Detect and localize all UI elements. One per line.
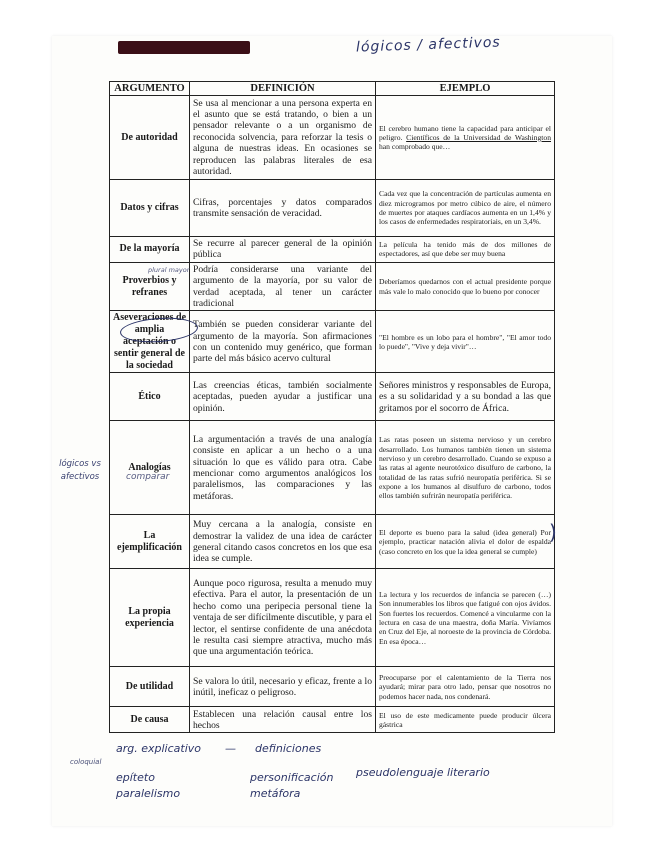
header-definicion: DEFINICIÓN xyxy=(190,82,376,96)
handwritten-list-item: paralelismo xyxy=(116,787,181,800)
handwritten-dash: — xyxy=(225,742,236,755)
handwritten-list-item: personificación xyxy=(250,771,334,784)
argument-cell: De la mayoría xyxy=(110,237,190,263)
table-row xyxy=(110,707,555,733)
example-text: El cerebro humano tiene la capacidad para anticipar el peligro. xyxy=(379,123,551,142)
example-cell: "El hombre es un lobo para el hombre", "El amor todo lo puede", "Vive y deja vivir"… xyxy=(376,311,555,373)
header-argumento: ARGUMENTO xyxy=(110,82,190,96)
example-cell: Cada vez que la concentración de partículas aumenta en diez microgramos por metro cúbico de aire, el número de muertes por ataques cardíacos aumenta en un 1,4% y los casos de enfermedades respiratoriais, en un 3,4%. xyxy=(376,180,555,237)
example-underlined-citation: Científicos de la Universidad de Washington xyxy=(406,132,551,142)
definition-cell: Se valora lo útil, necesario y eficaz, frente a lo inútil, ineficaz o peligroso. xyxy=(190,667,376,707)
argument-cell: Datos y cifras xyxy=(110,180,190,237)
definition-cell: Muy cercana a la analogía, consiste en demostrar la validez de una idea de carácter general citando casos concretos en los que esa idea se cumple. xyxy=(190,515,376,569)
example-cell: El uso de este medicamente puede producir úlcera gástrica xyxy=(376,707,555,733)
definition-cell: También se pueden considerar variante del argumento de la mayoría. Son afirmaciones con un contenido muy genérico, que forman parte del más básico acervo cultural xyxy=(190,311,376,373)
table-row xyxy=(110,180,555,237)
argument-cell: De causa xyxy=(110,707,190,733)
handwritten-header-note: lógicos / afectivos xyxy=(355,34,501,56)
definition-cell: Aunque poco rigurosa, resulta a menudo muy efectiva. Para el autor, la presentación de un hecho como una peripecia personal tiene la ventaja de ser difícilmente discutible, y para el lector, el sentirse confidente de una anécdota le resulta casi siempre atractiva, mucho más que una argumentación teórica. xyxy=(190,569,376,667)
definition-cell: Se usa al mencionar a una persona experta en el asunto que se está tratando, o bien a un pensador relevante o a un organismo de reconocida solvencia, para reforzar la tesis o alguna de nuestras ideas. En ocasiones se reproducen las palabras literales de esa autoridad. xyxy=(190,96,376,180)
handwritten-list-b xyxy=(250,770,333,802)
example-cell: Preocuparse por el calentamiento de la Tierra nos ayudará; mirar para otro lado, pensar que nosotros no podemos hacer nada, nos condenará. xyxy=(376,667,555,707)
example-cell: La lectura y los recuerdos de infancia se parecen (…) Son innumerables los libros que fatigué con ojos ávidos. Son fuertes los recuerdos. Comencé a vincularme con la lectura en casa de una maestra, doña María. Vivíamos en Cruz del Eje, al noroeste de la provincia de Córdoba. En esa época… xyxy=(376,569,555,667)
argument-cell: La ejemplificación xyxy=(110,515,190,569)
table-row xyxy=(110,373,555,421)
example-text: han comprobado que… xyxy=(379,142,451,152)
definition-cell: La argumentación a través de una analogía consiste en aplicar a un hecho o a una situación lo que es válido para otra. Cabe mencionar como argumentos analógicos los paralelismos, las comparaciones y las metáforas. xyxy=(190,421,376,515)
argument-cell: Proverbios y refranes xyxy=(110,262,190,311)
handwritten-bottom-note: pseudolenguaje literario xyxy=(356,766,490,779)
definition-cell: Podría considerarse una variante del argumento de la mayoría, por su valor de verdad aceptada, al tener un carácter tradicional xyxy=(190,262,376,311)
handwritten-comparar-note: comparar xyxy=(126,472,170,482)
example-cell xyxy=(376,96,555,180)
definition-cell: Las creencias éticas, también socialmente aceptadas, pueden ayudar a justificar una opinión. xyxy=(190,373,376,421)
handwritten-list-item: metáfora xyxy=(250,787,301,800)
table-row xyxy=(110,237,555,263)
redacted-name-bar xyxy=(118,41,250,54)
handwritten-bracket-mark: ) xyxy=(549,520,557,544)
example-cell: Deberíamos quedarnos con el actual presidente porque más vale lo malo conocido que lo bueno por conocer xyxy=(376,262,555,311)
definition-cell: Cifras, porcentajes y datos comparados transmite sensación de veracidad. xyxy=(190,180,376,237)
table-row xyxy=(110,569,555,667)
example-cell: La película ha tenido más de dos millones de espectadores, así que debe ser muy buena xyxy=(376,237,555,263)
argument-cell: Aseveraciones de amplia aceptación o sentir general de la sociedad xyxy=(110,311,190,373)
handwritten-list-a xyxy=(116,770,180,802)
handwritten-bottom-note: arg. explicativo xyxy=(116,742,202,755)
table-row xyxy=(110,515,555,569)
handwritten-list-item: epíteto xyxy=(116,771,155,784)
argument-cell: De utilidad xyxy=(110,667,190,707)
handwritten-margin-note: plural mayor xyxy=(148,266,190,274)
definition-cell: Establecen una relación causal entre los hechos xyxy=(190,707,376,733)
handwritten-bottom-note: definiciones xyxy=(255,742,322,755)
argument-types-table xyxy=(109,81,555,733)
argument-cell: Analogías xyxy=(110,421,190,515)
example-cell: Las ratas poseen un sistema nervioso y un cerebro desarrollado. Los humanos también tienen un sistema nervioso y un cerebro desarrollado. Cuando se expuso a las ratas al agente neurotóxico disulfuro de carbono, la totalidad de las ratas sufrió neuropatía periférica. Si se expone a los humanos al disulfuro de carbono, todos ellos también sufrirán neuropatía periférica. xyxy=(376,421,555,515)
table-row xyxy=(110,421,555,515)
argument-cell: Ético xyxy=(110,373,190,421)
handwritten-small-note: coloquial xyxy=(70,758,102,766)
table-row xyxy=(110,96,555,180)
table-row xyxy=(110,667,555,707)
definition-cell: Se recurre al parecer general de la opinión pública xyxy=(190,237,376,263)
argument-cell: La propia experiencia xyxy=(110,569,190,667)
handwritten-left-margin-note: lógicos vs afectivos xyxy=(59,459,101,482)
example-cell: El deporte es bueno para la salud (idea general) Por ejemplo, practicar natación alivia el dolor de espalda (caso concreto en los que la idea general se cumple) xyxy=(376,515,555,569)
example-cell: Señores ministros y responsables de Europa, es a su solidaridad y a su bondad a las que gritamos por el socorro de África. xyxy=(376,373,555,421)
argument-cell: De autoridad xyxy=(110,96,190,180)
table-header-row xyxy=(110,82,555,96)
header-ejemplo: EJEMPLO xyxy=(376,82,555,96)
